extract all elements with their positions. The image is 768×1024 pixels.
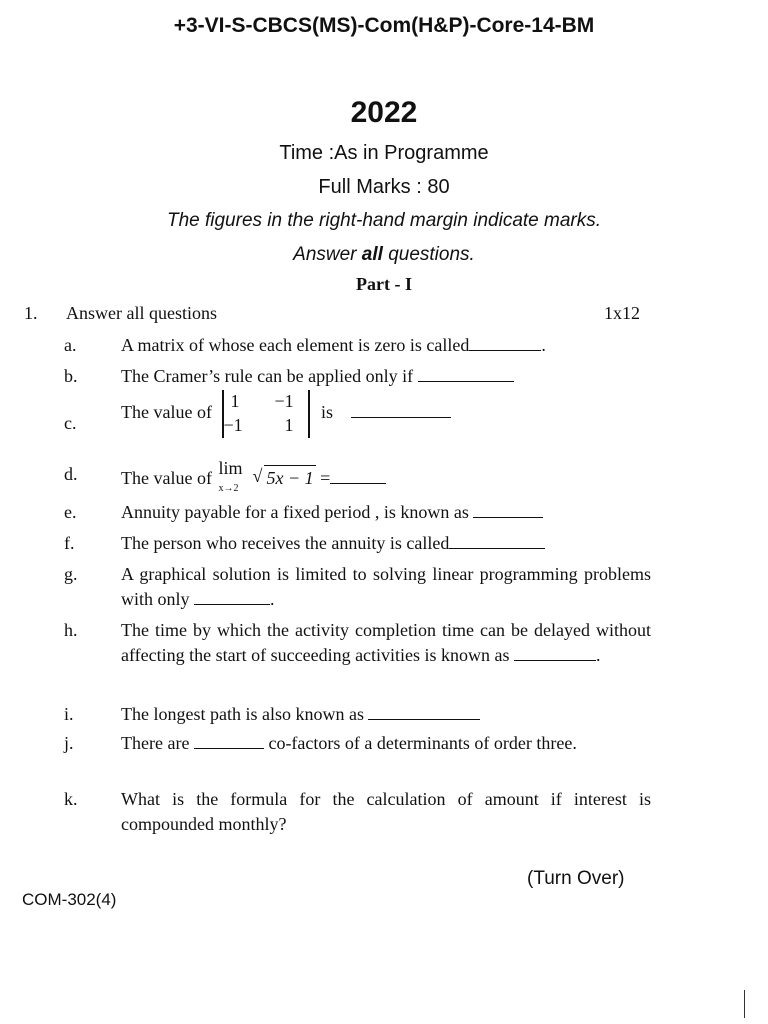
- item-j-body2: co-factors of a determinants of order three: [268, 733, 573, 753]
- footer-code: COM-302(4): [22, 890, 117, 909]
- item-a-body: A matrix of whose each element is zero is called: [121, 335, 470, 355]
- answer-blank: [330, 469, 386, 484]
- answer-instruction: [0, 244, 768, 266]
- answer-blank: [514, 646, 596, 661]
- item-c-suffix: is: [320, 402, 333, 423]
- item-label-g: g.: [64, 564, 78, 584]
- part-heading: Part - I: [356, 274, 412, 294]
- item-c-prefix: The value of: [121, 402, 212, 423]
- item-f-body: The person who receives the annuity is called: [121, 533, 450, 553]
- item-label-h: h.: [64, 620, 78, 640]
- exam-year: 2022: [350, 96, 418, 129]
- answer-blank: [473, 503, 543, 518]
- square-root-expression: [264, 465, 315, 491]
- item-i-body: The longest path is also known as: [121, 704, 364, 724]
- item-h-text: [121, 618, 651, 668]
- item-label-e: e.: [64, 502, 77, 522]
- item-h-end: .: [596, 645, 601, 665]
- time-line: Time :As in Programme: [279, 142, 489, 164]
- item-label-k: k.: [64, 789, 78, 809]
- item-b-text: [121, 364, 514, 389]
- item-a-text: A matrix of whose each element is zero is called .: [121, 335, 546, 355]
- item-label-b: b.: [64, 366, 78, 386]
- item-j-text: [121, 731, 651, 756]
- limit-subscript: x→2: [218, 483, 239, 494]
- turn-over-note: (Turn Over): [527, 868, 625, 889]
- item-f-text: [121, 531, 545, 556]
- scan-edge-mark: [744, 990, 745, 1018]
- answer-blank: [449, 534, 545, 549]
- item-label-d: d.: [64, 464, 78, 484]
- item-e-body: Annuity payable for a fixed period , is known as: [121, 502, 469, 522]
- item-label-a: a.: [64, 335, 77, 355]
- paper-code: +3-VI-S-CBCS(MS)-Com(H&P)-Core-14-BM: [173, 14, 595, 37]
- answer-blank: [351, 403, 451, 418]
- full-marks: Full Marks : 80: [318, 176, 450, 198]
- item-label-j: j.: [64, 733, 74, 753]
- answer-suffix: questions.: [382, 244, 475, 265]
- radicand: 5x − 1: [266, 468, 314, 488]
- item-h-body: The time by which the activity completion time can be delayed without affecting the start of succeeding activities is known as: [121, 620, 651, 665]
- answer-blank: [469, 336, 541, 351]
- item-c-text: [121, 390, 451, 438]
- item-g-end: .: [270, 589, 275, 609]
- item-j-body: There are: [121, 733, 190, 753]
- answer-blank: [194, 590, 270, 605]
- item-i-text: [121, 702, 480, 727]
- answer-blank: [418, 367, 514, 382]
- matrix-cell-12: −1: [274, 391, 294, 411]
- item-label-f: f.: [64, 533, 75, 553]
- matrix-cell-11: 1: [230, 391, 240, 411]
- item-k-text: What is the formula for the calculation of amount if interest is compounded monthly?: [121, 789, 651, 834]
- item-d-prefix: The value of: [121, 468, 212, 488]
- item-label-i: i.: [64, 704, 74, 724]
- matrix-cell-22: 1: [284, 415, 294, 435]
- limit-word: lim: [218, 458, 243, 478]
- matrix-cell-21: −1: [223, 415, 243, 435]
- item-g-text: [121, 562, 651, 612]
- item-g-body: A graphical solution is limited to solving linear programming problems with only: [121, 564, 651, 609]
- answer-blank: [194, 734, 264, 749]
- limit-operator: [216, 458, 252, 494]
- answer-blank: [368, 705, 480, 720]
- item-d-suffix: =: [320, 468, 331, 488]
- item-j-end: .: [572, 733, 577, 753]
- question-marks: 1x12: [604, 303, 640, 323]
- item-b-body: The Cramer’s rule can be applied only if: [121, 366, 414, 386]
- determinant-matrix: [222, 390, 310, 438]
- answer-prefix: Answer: [293, 244, 362, 265]
- margin-instruction: The figures in the right-hand margin indicate marks.: [166, 210, 602, 231]
- item-label-c: c.: [64, 413, 77, 433]
- question-number: 1.: [24, 303, 38, 323]
- item-d-text: [121, 458, 386, 494]
- question-text: Answer all questions: [66, 303, 217, 323]
- item-e-text: [121, 500, 543, 525]
- answer-all-emphasis: all: [361, 244, 383, 265]
